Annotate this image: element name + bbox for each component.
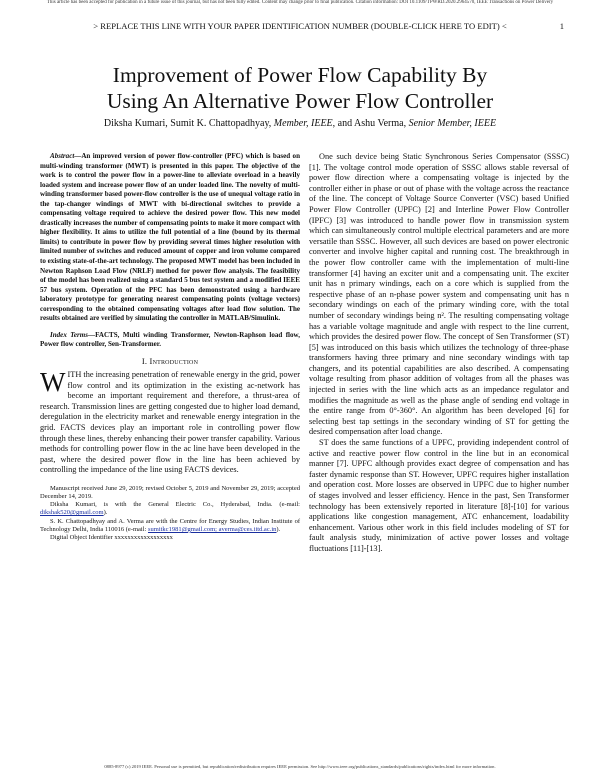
footnote-author23-text: S. K. Chattopadhyay and A. Verma are with the Centre for Energy Studies, Indian Institute of Technology Delhi, India 110016 (e-mail:	[40, 517, 300, 533]
footnote-author23-email[interactable]: sumitkc1981@gmail.com; averma@ces.iitd.ac.in	[147, 525, 277, 533]
bottom-notice: 0885-8977 (c) 2019 IEEE. Personal use is permitted, but republication/redistribution requires IEEE permission. See http://www.ieee.org/publications_standards/publications/rights/index.html for more information.	[104, 764, 496, 769]
top-notice: This article has been accepted for publication in a future issue of this journal, but has not been fully edited. Content may change prior to final publication. Citation information: DOI 10.1109/TPWRD.2020.2964570, IEEE Transactions on Power Delivery	[46, 0, 554, 5]
footnotes	[40, 485, 300, 542]
footnote-author1	[40, 501, 300, 517]
index-terms-lead: Index Terms	[50, 330, 89, 339]
author-role-2: Senior Member, IEEE	[408, 118, 497, 129]
footnote-received: Manuscript received June 29, 2019; revised October 5, 2019 and November 29, 2019; accepted December 14, 2019.	[40, 484, 300, 501]
right-paragraph-2: ST does the same functions of a UPFC, providing independent control of active and reactive power flow control in the line but in an economical manner [7]. UPFC although provides exact degree of compensation and has faster dynamic response than ST. However, UPFC requires higher installation and operation cost. More losses are observed in UPFC due to higher number of stages involved and lesser efficiency. Hence in the past, Sen Transformer technology has been extensively reported in literature [8]-[10] for various applications like congestion management, ATC enhancement, loadability enhancement. Various other work in this field includes modeling of ST for fault analysis study, minimization of active power losses and voltage fluctuations [11]-[13].	[309, 438, 569, 553]
intro-paragraph	[40, 366, 300, 476]
footnote-author1-email[interactable]: dikshak520@gmail.com	[40, 509, 104, 517]
author-role-1: Member, IEEE	[273, 118, 333, 129]
page-number: 1	[559, 21, 564, 31]
header-line: > REPLACE THIS LINE WITH YOUR PAPER IDENTIFICATION NUMBER (DOUBLE-CLICK HERE TO EDIT) <	[93, 21, 507, 31]
section-heading-introduction: I. Introduction	[141, 355, 199, 366]
index-terms	[40, 331, 300, 350]
author-list	[30, 118, 570, 130]
author-names-1: Diksha Kumari, Sumit K. Chattopadhyay,	[103, 118, 272, 129]
title-line-2: Using An Alternative Power Flow Controller	[106, 89, 494, 113]
right-paragraph-1: One such device being Static Synchronous Series Compensator (SSSC) [1]. The voltage control mode operation of SSSC allows stable reversal of power flow direction where a compensating voltage is injected by the controller either in phase or out of phase with the voltage across the reactance of the line. The concept of Voltage Source Converter (VSC) based Unified Power Flow Controller (UPFC) [2] and Interline Power Flow Controller (IPFC) [3] was introduced to handle power flow in transmission system which can simultaneously control multiple electrical parameters and are more versatile than SSSC. However, all such devices are based on power electronic converter and involve higher capital and running cost. The breakthrough in the power flow controller came with the implementation of multi-line transformer [4] having an exciter unit and a compensating unit. The exciter unit has n primary windings, each on a core which is supplied from the respective phase of an n-phase power system and compensating unit has n secondary windings on each of the primary winding core, with the total number of secondary windings being n². The resulting compensating voltage has a variable voltage magnitude and angle with respect to the line current, which provides the desired power flow. The concept of Sen Transformer (ST) [5] was introduced on this basis which utilizes the technology of three-phase transformers having three primary and nine secondary windings with tap changers, and its potential capabilities are also described. A compensating voltage resulting from phasor addition of voltages from all the phases was injected in series with the line which acts as an impedance regulator and modifies the magnitude as well as the phase angle of sending end voltage in the entire range from 0°-360°. An algorithm has been developed [6] for selecting best tap settings in the secondary winding of ST for getting the desired compensation after load change.	[309, 152, 569, 437]
footnote-author23-end: ).	[276, 525, 281, 533]
paper-title	[30, 62, 570, 114]
title-line-1: Improvement of Power Flow Capability By	[112, 63, 488, 87]
index-terms-text: —FACTS, Multi winding Transformer, Newton-Raphson load flow, Power flow controller, Sen-Transformer.	[40, 330, 301, 349]
footnote-author23	[40, 518, 300, 534]
abstract-lead: Abstract	[50, 152, 75, 160]
intro-paragraph-text: ITH the increasing penetration of renewable energy in the grid, power flow control and its optimization in the existing ac-network has become an important requirement and therefore, a thrust-area of research. Transmission lines are getting congested due to higher load demand, deregulation in the electricity market and renewable energy integration in the grid. FACTS devices play an important role in controlling power flow through these lines, thereby enhancing their power transfer capability. Various methods for controlling power flow in the ac line have been developed in the past, where the desired power flow in the line has been achieved by controlling the impedance of the line using FACTS devices.	[40, 369, 300, 475]
footnote-author1-text: Diksha Kumari, is with the General Electric Co., Hyderabad, India. (e-mail:	[50, 501, 300, 509]
left-column	[40, 152, 300, 542]
drop-cap: W	[40, 366, 66, 397]
footnote-doi: Digital Object Identifier xxxxxxxxxxxxxxxxxx	[50, 534, 173, 542]
author-names-2: , and Ashu Verma,	[332, 118, 407, 129]
page-header	[30, 21, 570, 31]
footnote-author1-end: ).	[103, 509, 108, 517]
abstract	[40, 152, 300, 324]
right-column	[309, 152, 569, 555]
abstract-text: —An improved version of power flow-controller (PFC) which is based on multi-winding transformer (MWT) is presented in this paper. The objective of the work is to control the power flow in a power-line to alleviate overload in a heavily loaded system and increase power flow of an under loaded line. The novelty of multi-winding transformer based power-flow controller is the use of unequal voltage ratio in the tap-changer windings of MWT with bi-directional switches to provide a compensating voltage required to achieve the desired power flow. This new model drastically increases the number of compensating points to make it more compact with higher flexibility. It aims to utilize the full potential of a line (bound by its thermal limits) to contribute in power flow by providing several times higher resolution with limited number of switches and reduced amount of copper and iron volume compared to existing state-of-the-art technology. The proposed MWT model has been included in Newton Raphson Load Flow (NRLF) method for power flow analysis. The feasibility of the model has been realized using a standard 5 bus test system and a modified IEEE 57 bus system. Operation of the PFC has been demonstrated using a hardware laboratory prototype for generating nearest compensating points (voltage vectors) corresponding to the obtained compensating voltages after load flow solution. The results obtained are verified by simulating the controller in MATLAB/Simulink.	[40, 152, 300, 323]
